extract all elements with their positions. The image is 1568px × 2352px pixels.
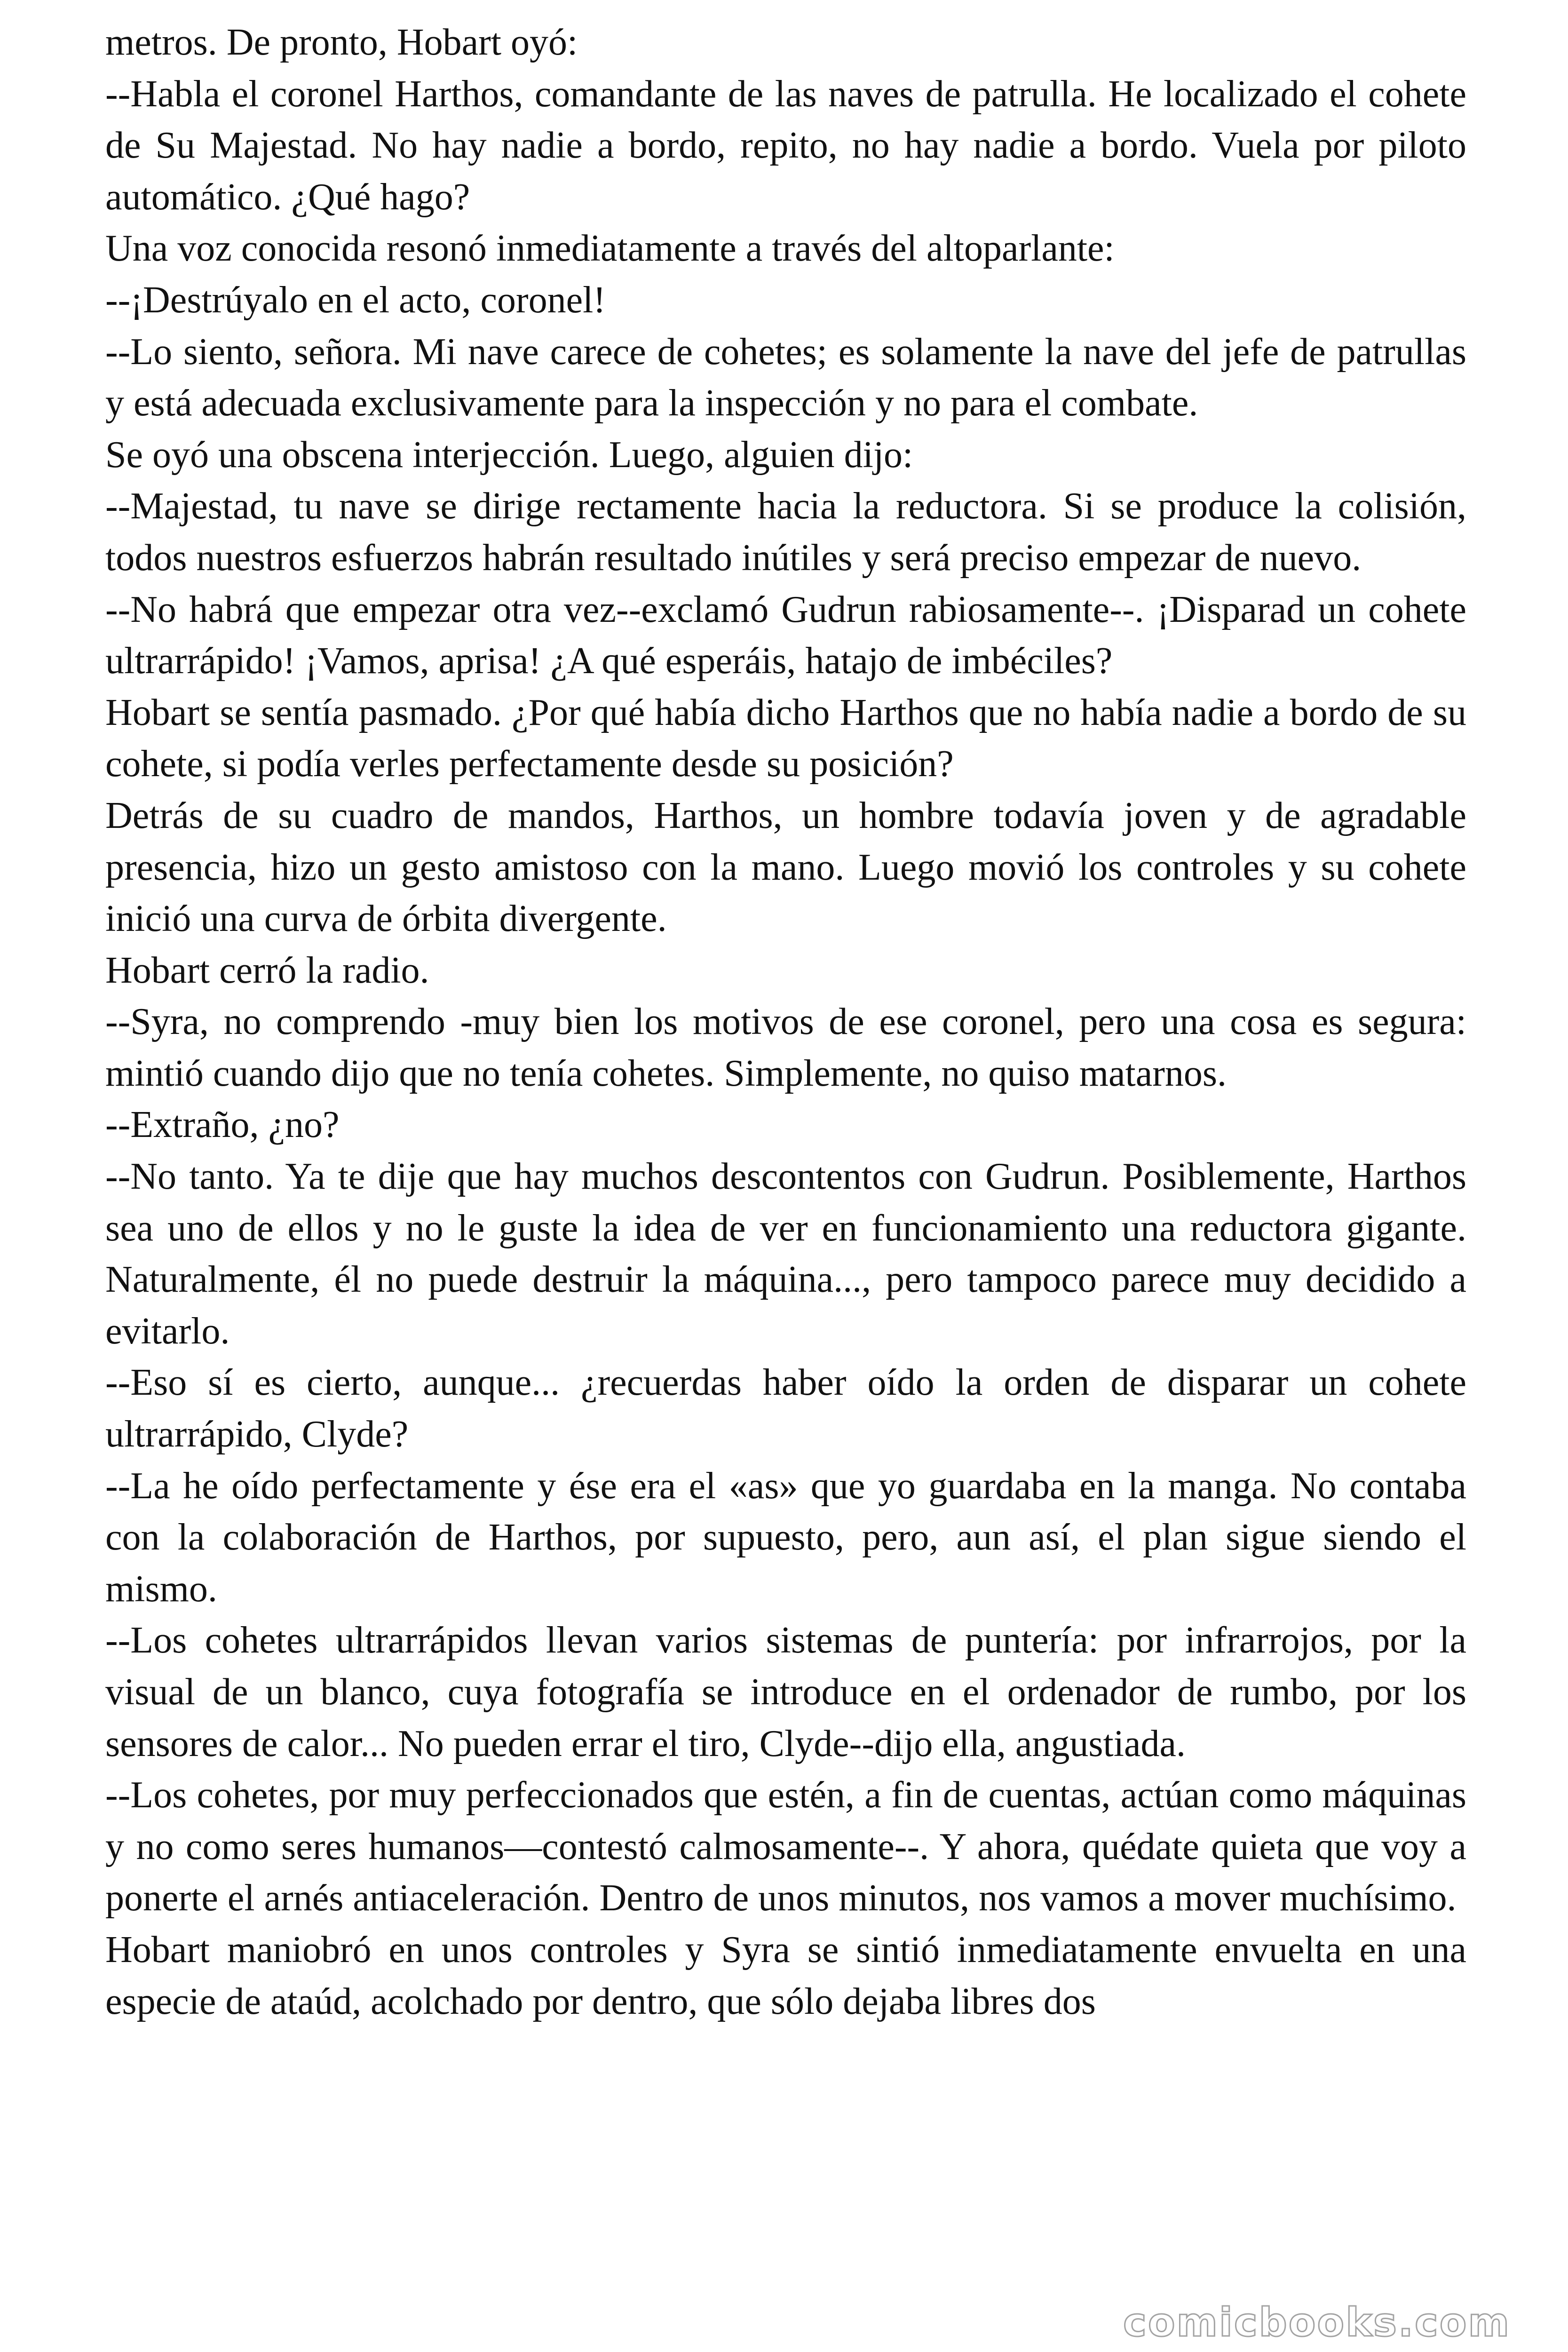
paragraph: --Habla el coronel Harthos, comandante de las naves de patrulla. He localizado el cohete de Su Majestad. No hay nadie a bordo, repito, no hay nadie a bordo. Vuela por piloto automático. ¿Qué hago? [105, 73, 1466, 218]
paragraph: --Los cohetes, por muy perfeccionados que estén, a fin de cuentas, actúan como máquinas y no como seres humanos—contestó calmosamente--. Y ahora, quédate quieta que voy a ponerte el arnés antiaceleración. Dentro de unos minutos, nos vamos a mover muchísimo. [105, 1774, 1466, 1919]
paragraph: Hobart maniobró en unos controles y Syra se sintió inmediatamente envuelta en una especie de ataúd, acolchado por dentro, que sólo dejaba libres dos [105, 1929, 1466, 2022]
paragraph: Hobart se sentía pasmado. ¿Por qué había dicho Harthos que no había nadie a bordo de su cohete, si podía verles perfectamente desde su posición? [105, 691, 1466, 785]
paragraph: Hobart cerró la radio. [105, 949, 429, 991]
paragraph: --Lo siento, señora. Mi nave carece de cohetes; es solamente la nave del jefe de patrullas y está adecuada exclusivamente para la inspección y no para el combate. [105, 331, 1466, 424]
page-body [105, 17, 1466, 2027]
watermark: comicbooks.com [1123, 2299, 1511, 2345]
paragraph: --La he oído perfectamente y ése era el «as» que yo guardaba en la manga. No contaba con la colaboración de Harthos, por supuesto, pero, aun así, el plan sigue siendo el mismo. [105, 1465, 1466, 1610]
paragraph: --Majestad, tu nave se dirige rectamente hacia la reductora. Si se produce la colisión, todos nuestros esfuerzos habrán resultado inútiles y será preciso empezar de nuevo. [105, 485, 1466, 579]
paragraph: --Eso sí es cierto, aunque... ¿recuerdas haber oído la orden de disparar un cohete ultrarrápido, Clyde? [105, 1362, 1466, 1455]
paragraph: Se oyó una obscena interjección. Luego, alguien dijo: [105, 434, 913, 476]
paragraph: --Extraño, ¿no? [105, 1104, 340, 1146]
paragraph: --Los cohetes ultrarrápidos llevan varios sistemas de puntería: por infrarrojos, por la visual de un blanco, cuya fotografía se introduce en el ordenador de rumbo, por los sensores de calor... No pueden errar el tiro, Clyde--dijo ella, angustiada. [105, 1620, 1466, 1764]
paragraph: --Syra, no comprendo -muy bien los motivos de ese coronel, pero una cosa es segura: mintió cuando dijo que no tenía cohetes. Simplemente, no quiso matarnos. [105, 1001, 1466, 1094]
paragraph: Detrás de su cuadro de mandos, Harthos, un hombre todavía joven y de agradable presencia, hizo un gesto amistoso con la mano. Luego movió los controles y su cohete inició una curva de órbita divergente. [105, 795, 1466, 940]
paragraph: --No habrá que empezar otra vez--exclamó Gudrun rabiosamente--. ¡Disparad un cohete ultrarrápido! ¡Vamos, aprisa! ¿A qué esperáis, hatajo de imbéciles? [105, 588, 1466, 682]
paragraph: metros. De pronto, Hobart oyó: [105, 22, 578, 63]
paragraph: Una voz conocida resonó inmediatamente a través del altoparlante: [105, 228, 1115, 270]
paragraph: --No tanto. Ya te dije que hay muchos descontentos con Gudrun. Posiblemente, Harthos sea uno de ellos y no le guste la idea de ver en funcionamiento una reductora gigante. Naturalmente, él no puede destruir la máquina..., pero tampoco parece muy decidido a evitarlo. [105, 1156, 1466, 1352]
paragraph: --¡Destrúyalo en el acto, coronel! [105, 279, 606, 321]
